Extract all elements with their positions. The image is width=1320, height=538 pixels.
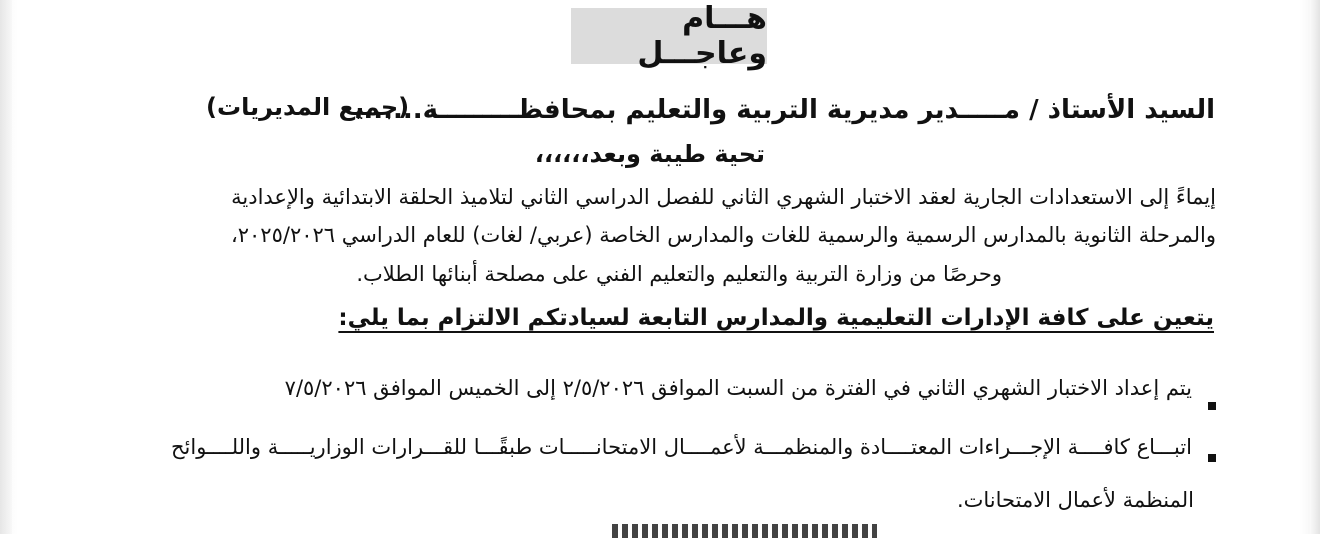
list-item-2: اتبـــاع كافــــة الإجـــراءات المعتــــادة والمنظمـــة لأعمــــال الامتحانـــــات طبقًـــا للقـــرارات الوزاريـــــة واللــــوائح bbox=[171, 435, 1192, 459]
page-left-edge bbox=[0, 0, 12, 534]
list-item-2-continuation: المنظمة لأعمال الامتحانات. bbox=[956, 488, 1194, 512]
paragraph-line-2: والمرحلة الثانوية بالمدارس الرسمية والرسمية للغات والمدارس الخاصة (عربي/ لغات) للعام الدراسي ٢٠٢٥/٢٠٢٦، bbox=[230, 223, 1216, 247]
greeting-line: تحية طيبة وبعد،،،،،، bbox=[534, 140, 765, 168]
paragraph-line-1: إيماءً إلى الاستعدادات الجارية لعقد الاختبار الشهري الثاني للفصل الدراسي الثاني لتلاميذ الحلقة الابتدائية والإعدادية bbox=[231, 185, 1216, 209]
paragraph-line-3: وحرصًا من وزارة التربية والتعليم والتعليم الفني على مصلحة أبنائها الطلاب. bbox=[356, 262, 1002, 286]
directive-heading: يتعين على كافة الإدارات التعليمية والمدارس التابعة لسيادتكم الالتزام بما يلي: bbox=[338, 305, 1214, 331]
addressee-line: السيد الأستاذ / مـــــدير مديرية التربية والتعليم بمحافظـــــــــة....... bbox=[353, 95, 1215, 125]
bullet-square-icon bbox=[1208, 454, 1216, 462]
urgent-title: هـــام وعاجـــل bbox=[571, 8, 767, 64]
bullet-square-icon bbox=[1208, 402, 1216, 410]
cut-off-text-line bbox=[612, 524, 877, 538]
list-item-1: يتم إعداد الاختبار الشهري الثاني في الفترة من السبت الموافق ٢/٥/٢٠٢٦ إلى الخميس الموافق ٧/٥/٢٠٢٦ bbox=[284, 376, 1192, 400]
page-right-edge bbox=[1310, 0, 1320, 534]
all-directorates-label: (جميع المديريات) bbox=[206, 93, 410, 121]
